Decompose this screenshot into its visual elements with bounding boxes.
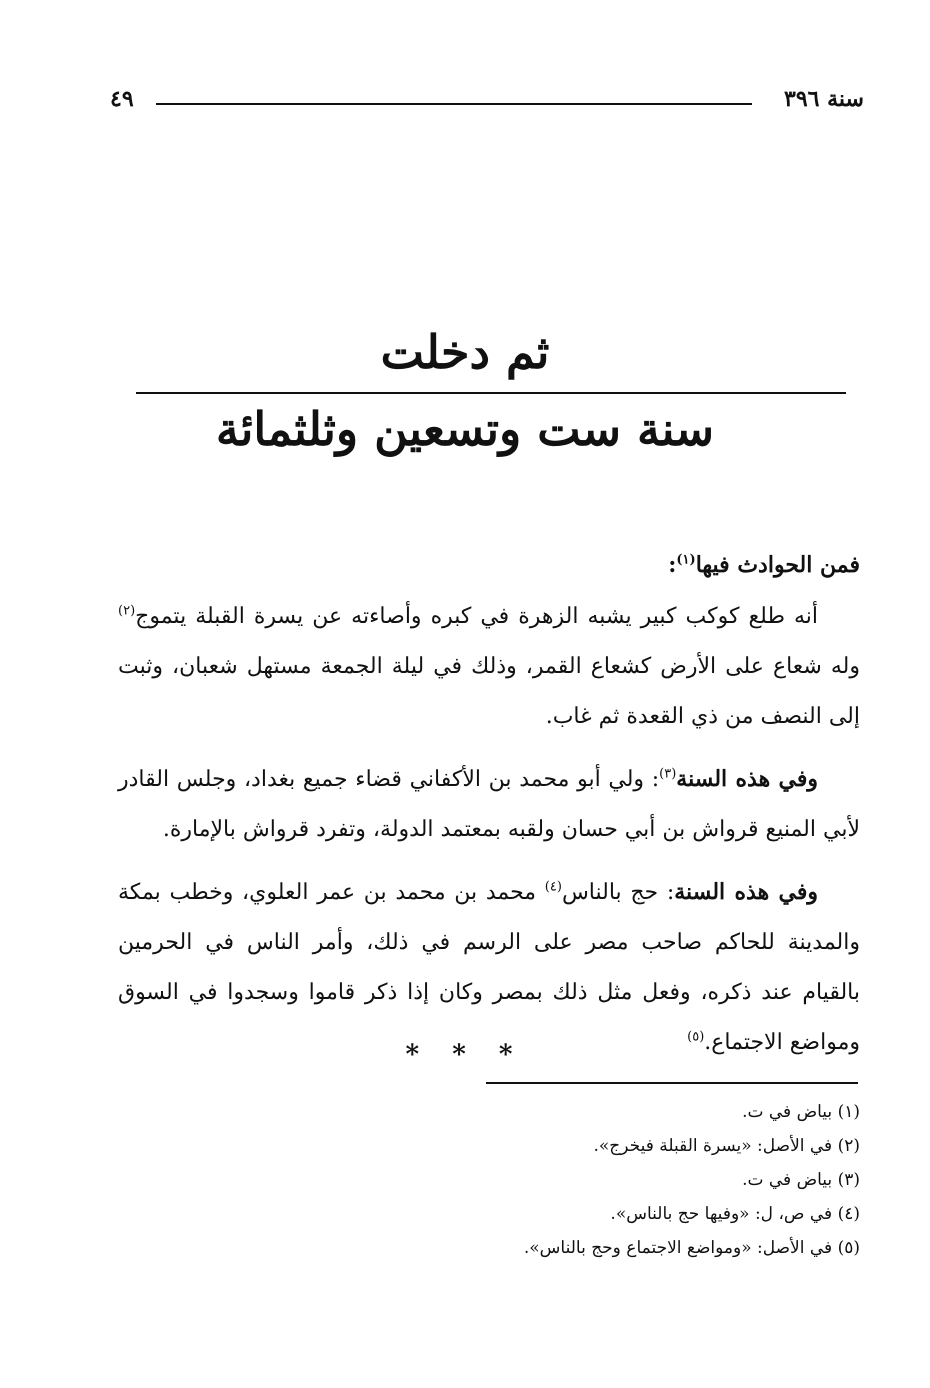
body-text	[118, 540, 860, 1080]
section-separator: * * *	[405, 1040, 525, 1070]
footnote-3: (٣) بياض في ت.	[742, 1170, 860, 1190]
chapter-title-line2: سنة ست وتسعين وثلثمائة	[215, 402, 715, 456]
paragraph-3-mid: : حج بالناس	[561, 880, 675, 905]
footnote-ref-2[interactable]: (٢)	[118, 603, 136, 619]
header-rule	[156, 103, 752, 105]
footnote-4: (٤) في ص، ل: «وفيها حج بالناس».	[610, 1204, 860, 1224]
footnote-rule	[486, 1082, 858, 1084]
paragraph-3-tail: محمد بن محمد بن عمر العلوي، وخطب بمكة والمدينة للحاكم صاحب مصر على الرسم في ذلك، وأمر الناس في الحرمين بالقيام عند ذكره، وفعل مثل ذلك بمصر وكان إذا ذكر قاموا وسجدوا في السوق ومواضع الاجتماع.	[118, 880, 860, 1055]
paragraph-1-tail: وله شعاع على الأرض كشعاع القمر، وذلك في ليلة الجمعة مستهل شعبان، وثبت إلى النصف من ذي القعدة ثم غاب.	[118, 654, 860, 729]
running-title: سنة ٣٩٦	[784, 86, 864, 112]
intro-colon: :	[668, 552, 677, 578]
footnote-5: (٥) في الأصل: «ومواضع الاجتماع وحج بالناس».	[523, 1238, 860, 1258]
chapter-title-rule	[136, 392, 846, 394]
footnote-ref-4[interactable]: (٤)	[544, 879, 562, 895]
intro-text: فمن الحوادث فيها	[695, 552, 860, 578]
footnote-1: (١) بياض في ت.	[742, 1102, 860, 1122]
paragraph-2-tail: : ولي أبو محمد بن الأكفاني قضاء جميع بغداد، وجلس القادر لأبي المنيع قرواش بن أبي حسان ولقبه بمعتمد الدولة، وتفرد قرواش بالإمارة.	[118, 767, 860, 842]
paragraph-2-lead: وفي هذه السنة	[676, 766, 818, 792]
paragraph-3	[118, 867, 860, 1068]
chapter-title-line1: ثم دخلت	[380, 325, 550, 379]
footnote-ref-5[interactable]: (٥)	[687, 1029, 705, 1045]
footnotes	[440, 1095, 860, 1265]
footnote-ref-3[interactable]: (٣)	[659, 766, 677, 782]
paragraph-1	[118, 592, 860, 742]
footnote-2: (٢) في الأصل: «يسرة القبلة فيخرج».	[593, 1136, 860, 1156]
paragraph-3-lead: وفي هذه السنة	[674, 879, 819, 905]
page-number: ٤٩	[110, 86, 134, 112]
footnote-ref-1[interactable]: (١)	[676, 552, 696, 568]
paragraph-1-text: أنه طلع كوكب كبير يشبه الزهرة في كبره وأصاءته عن يسرة القبلة يتموج	[135, 604, 818, 629]
intro-line	[118, 540, 860, 590]
paragraph-2	[118, 754, 860, 855]
page-header	[110, 86, 864, 122]
